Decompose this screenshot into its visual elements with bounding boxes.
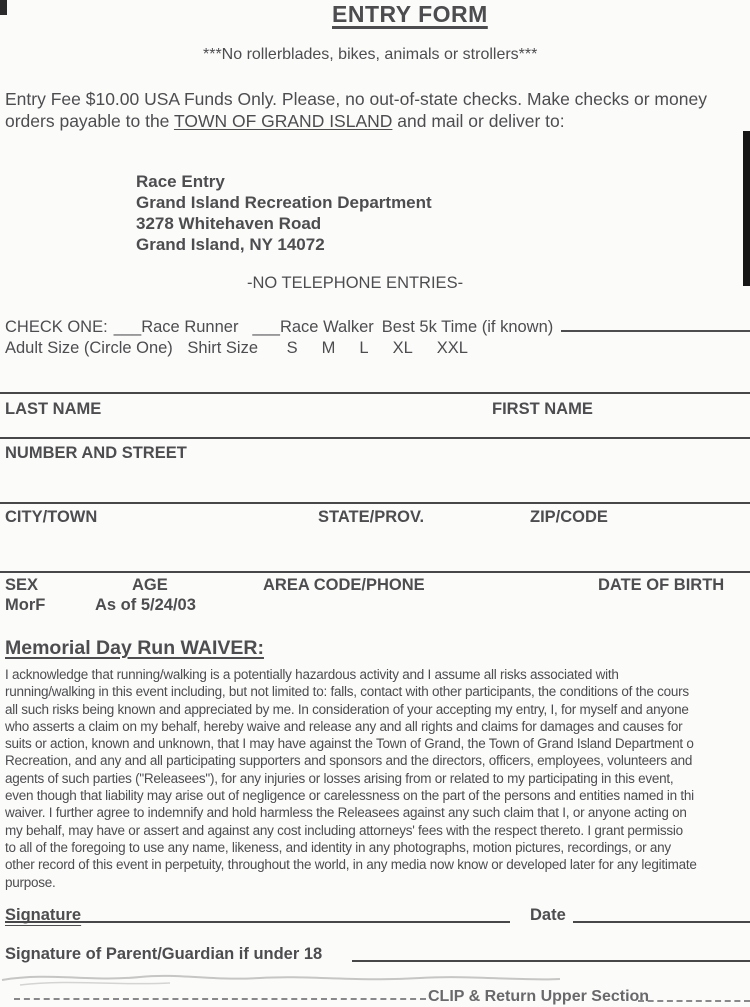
city-state-zip-line[interactable]	[0, 502, 750, 504]
scan-edge-artifact	[743, 131, 750, 286]
waiver-line: Recreation, and any and all participating supporters and sponsors and the directors, officers, employees, volunteers and	[5, 753, 693, 769]
first-name-label: FIRST NAME	[492, 400, 593, 418]
shirt-size-option[interactable]: L	[359, 339, 369, 357]
address-line: Grand Island Recreation Department	[136, 193, 432, 212]
shirt-size-options	[263, 339, 468, 357]
number-street-label: NUMBER AND STREET	[5, 444, 187, 462]
number-street-line[interactable]	[0, 437, 750, 439]
signature-label: Signature	[5, 906, 82, 924]
waiver-line: to all of the foregoing to use any name, likeness, and identity in any photographs, motion pictures, recordings, or any	[5, 839, 671, 855]
shirt-size-option[interactable]: M	[321, 339, 336, 357]
sex-hint: MorF	[5, 596, 46, 614]
restriction-note: ***No rollerblades, bikes, animals or strollers***	[203, 46, 538, 63]
date-label: Date	[530, 906, 566, 924]
fee-payee: TOWN OF GRAND ISLAND	[173, 111, 393, 131]
guardian-signature-line[interactable]	[352, 960, 750, 962]
mailing-address	[136, 171, 432, 255]
sex-age-phone-dob-line[interactable]	[0, 571, 750, 573]
waiver-line: all such risks being known and appreciated by me. In consideration of your accepting my entry, I, for myself and anyone	[5, 701, 689, 717]
waiver-line: agents of such parties ("Releasees"), for any injuries or losses arising from or related to my participating in this event,	[5, 770, 674, 786]
age-label: AGE	[132, 576, 168, 594]
date-of-birth-label: DATE OF BIRTH	[598, 576, 725, 594]
check-one-row	[5, 316, 750, 337]
address-line: Race Entry	[136, 172, 225, 191]
adult-size-label: Adult Size (Circle One)	[5, 339, 173, 357]
date-line[interactable]	[573, 921, 750, 923]
address-line: 3278 Whitehaven Road	[136, 214, 322, 233]
city-town-label: CITY/TOWN	[5, 508, 98, 526]
zip-code-label: ZIP/CODE	[530, 508, 608, 526]
state-prov-label: STATE/PROV.	[318, 508, 425, 526]
shirt-size-option[interactable]: XXL	[436, 339, 468, 357]
best-time-blank[interactable]	[561, 316, 750, 332]
scan-squiggle-artifact	[0, 966, 620, 990]
waiver-line: I acknowledge that running/walking is a potentially hazardous activity and I assume all risks associated with	[5, 667, 619, 682]
waiver-line: other record of this event in perpetuity, throughout the world, in any media now know or developed later for any legitimate	[5, 857, 697, 873]
area-code-phone-label: AREA CODE/PHONE	[263, 576, 425, 594]
page-title: ENTRY FORM	[332, 1, 488, 27]
waiver-line: purpose.	[5, 874, 56, 890]
shirt-size-label: Shirt Size	[187, 339, 259, 357]
fee-line-2-before: orders payable to the	[5, 111, 174, 131]
fee-paragraph	[5, 88, 750, 132]
signature-line[interactable]	[5, 921, 510, 923]
fee-line-2	[5, 110, 750, 132]
race-runner-option[interactable]: ___Race Runner	[113, 318, 239, 336]
no-telephone-note: -NO TELEPHONE ENTRIES-	[247, 274, 464, 292]
waiver-heading: Memorial Day Run WAIVER:	[5, 637, 264, 659]
shirt-size-option[interactable]: S	[286, 339, 298, 357]
fee-line-1: Entry Fee $10.00 USA Funds Only. Please, no out-of-state checks. Make checks or money	[5, 89, 707, 109]
waiver-line: running/walking in this event including, but not limited to: falls, contact with other participants, the conditions of the cours	[5, 684, 689, 700]
waiver-line: waiver. I further agree to indemnify and hold harmless the Releasees against any such claim that I, or anyone acting on	[5, 805, 687, 821]
race-walker-option[interactable]: ___Race Walker	[252, 318, 374, 336]
waiver-text	[5, 666, 750, 891]
clip-dash-right	[638, 1000, 750, 1002]
shirt-size-row	[5, 339, 468, 358]
waiver-line: suits or action, known and unknown, that I may have against the Town of Grand, the Town of Grand Island Department o	[5, 736, 694, 752]
waiver-line: who asserts a claim on my behalf, hereby waive and release any and all rights and claims for damages and causes for	[5, 718, 683, 734]
check-one-label: CHECK ONE:	[5, 318, 108, 336]
best-time-label: Best 5k Time (if known)	[381, 318, 554, 336]
guardian-signature-label: Signature of Parent/Guardian if under 18	[5, 945, 323, 963]
sex-label: SEX	[5, 576, 39, 594]
fee-line-2-after: and mail or deliver to:	[392, 111, 565, 131]
clip-instruction: CLIP & Return Upper Section	[428, 988, 650, 1005]
last-first-name-line[interactable]	[0, 392, 750, 394]
clip-dash-left	[14, 998, 426, 1000]
age-hint: As of 5/24/03	[95, 596, 196, 614]
address-line: Grand Island, NY 14072	[136, 235, 325, 254]
waiver-line: even though that liability may arise out of negligence or carelessness on the part of the persons and entities named in thi	[5, 788, 694, 804]
waiver-line: my behalf, may have or assert and against any cost including attorneys' fees with the respect thereto. I grant permissio	[5, 822, 683, 838]
last-name-label: LAST NAME	[5, 400, 102, 418]
shirt-size-option[interactable]: XL	[392, 339, 413, 357]
scan-corner-artifact	[0, 0, 7, 15]
